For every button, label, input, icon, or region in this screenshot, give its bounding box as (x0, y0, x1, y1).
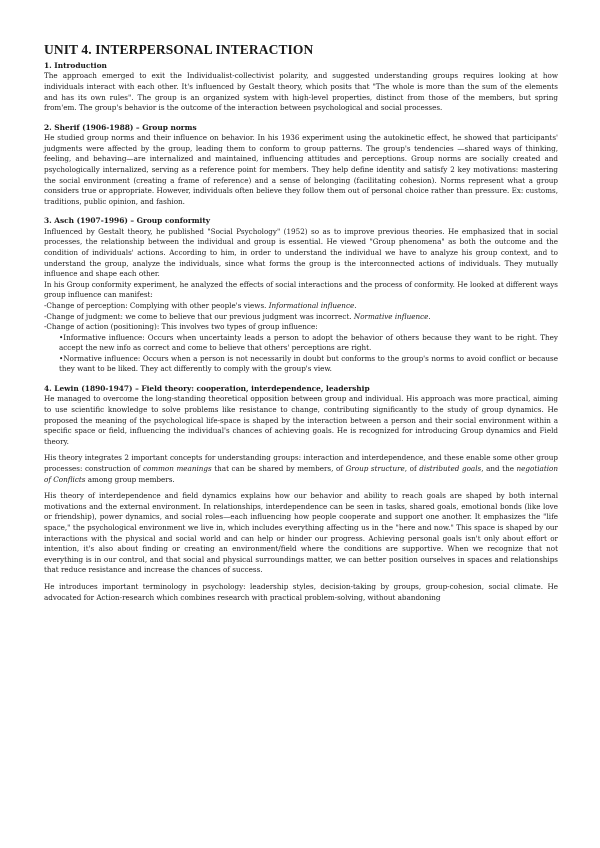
list-item (44, 312, 558, 323)
section-heading: 2. Sherif (1906-1988) – Group norms (44, 122, 197, 132)
bullet-item: •Informative influence: Occurs when uncertainty leads a person to adopt the behavior of others because they want to be right. They accept the new info as correct and come to believe that others' perceptions are right. (59, 332, 558, 353)
section-heading: 4. Lewin (1890-1947) – Field theory: cooperation, interdependence, leadership (44, 384, 370, 394)
paragraph: He studied group norms and their influence on behavior. In his 1936 experiment using the autokinetic effect, he showed that participants' judgments were affected by the group, leading them to conform to group patterns. The group's tendencies —shared ways of thinking, feeling, and behaving—are internalized and maintained, influencing attitudes and perceptions. Group norms are socially created and psychologically internalized, serving as a reference point for members. They help define identity and satisfy 2 key motivations: mastering the social environment (creating a frame of reference) and a sense of belonging (facilitating cohesion). Norms represent what a group considers true or appropriate. However, individuals often believe they follow them out of personal choice rather than pressure. Ex: customs, traditions, public opinion, and fashion. (44, 133, 558, 206)
text-run: among group members. (85, 474, 175, 484)
section-sherif (44, 123, 558, 208)
section-heading: 3. Asch (1907-1996) – Group conformity (44, 216, 211, 226)
list-item-emphasis: Normative influence. (353, 311, 431, 321)
page-title: UNIT 4. INTERPERSONAL INTERACTION (44, 42, 314, 57)
paragraph (44, 453, 558, 485)
section-asch (44, 216, 558, 375)
paragraph: He managed to overcome the long-standing theoretical opposition between group and individual. His approach was more practical, aiming to use scientific knowledge to solve problems like resistance to change, contributing significantly to the study of group dynamics. He proposed the meaning of the psychological life-space is shaped by the interaction between a person and their social environment within a specific space or field, influencing the individual's chances of achieving goals. He is recognized for introducing Group dynamics and Field theory. (44, 394, 558, 446)
emphasis: common meanings (142, 464, 212, 474)
emphasis: negotiation of Conflicts (44, 464, 558, 484)
emphasis: Group structure (345, 464, 405, 474)
paragraph: In his Group conformity experiment, he analyzed the effects of social interactions and the process of conformity. He looked at different ways group influence can manifest: (44, 279, 558, 300)
paragraph: Influenced by Gestalt theory, he published "Social Psychology" (1952) so as to improve previous theories. He emphasized that in social processes, the relationship between the individual and group is essential. He viewed "Group phenomena" as both the outcome and the condition of individuals' actions. According to him, in order to understand the individual we have to analyze his group context, and to understand the group, analyze the individuals, since what forms the group is the interconnected actions of individuals. They mutually influence and shape each other. (44, 226, 558, 279)
text-run: , and the (481, 464, 517, 474)
list-item-text: -Change of judgment: we come to believe that our previous judgment was incorrect. (44, 311, 354, 321)
bullet-item: •Normative influence: Occurs when a person is not necessarily in doubt but conforms to the group's norms to avoid conflict or because they want to be liked. They act differently to comply with the group's view. (59, 353, 558, 374)
section-lewin (44, 384, 558, 603)
section-introduction (44, 61, 558, 114)
text-run: , of (404, 464, 420, 474)
paragraph: The approach emerged to exit the Individualist-collectivist polarity, and suggested understanding groups requires looking at how individuals interact with each other. It's influenced by Gestalt theory, which posits that "The whole is more than the sum of the elements and has its own rules". The group is an organized system with high-level properties, distinct from those of the members, but spring from'em. The group's behavior is the outcome of the interaction between psychological and social processes. (44, 71, 558, 113)
paragraph: His theory of interdependence and field dynamics explains how our behavior and ability to reach goals are shaped by both internal motivations and the external environment. In relationships, interdependence can be seen in tasks, shared goals, emotional bonds (like love or friendship), power dynamics, and social roles—each influencing how people cooperate and support one another. It emphasizes the "life space," the psychological environment we live in, which includes everything affecting us in the "here and now." This space is shaped by our interactions with the physical and social world and can help or hinder our progress. Achieving personal goals isn't only about effort or intention, it's also about finding or creating an environment/field where the conditions are supportive. When we recognize that not everything is in our control, and that social and physical surroundings matter, we can better position ourselves in spaces and relationships that reduce resistance and increase the chances of success. (44, 491, 558, 575)
document-page (44, 42, 558, 612)
list-item (44, 301, 558, 312)
emphasis: distributed goals (419, 464, 482, 474)
paragraph: He introduces important terminology in psychology: leadership styles, decision-taking by groups, group-cohesion, social climate. He advocated for Action-research which combines research with practical problem-solving, without abandoning (44, 581, 558, 602)
section-heading: 1. Introduction (44, 61, 107, 70)
list-item-text: -Change of perception: Complying with other people's views. (44, 300, 269, 310)
text-run: that can be shared by members, of (211, 464, 346, 474)
text-run: His theory integrates 2 important concepts for understanding groups: interaction and interdependence, and these enable some other group processes: construction of (44, 453, 558, 474)
list-item: -Change of action (positioning): This involves two types of group influence: (44, 322, 318, 332)
list-item-emphasis: Informational influence. (268, 300, 357, 310)
